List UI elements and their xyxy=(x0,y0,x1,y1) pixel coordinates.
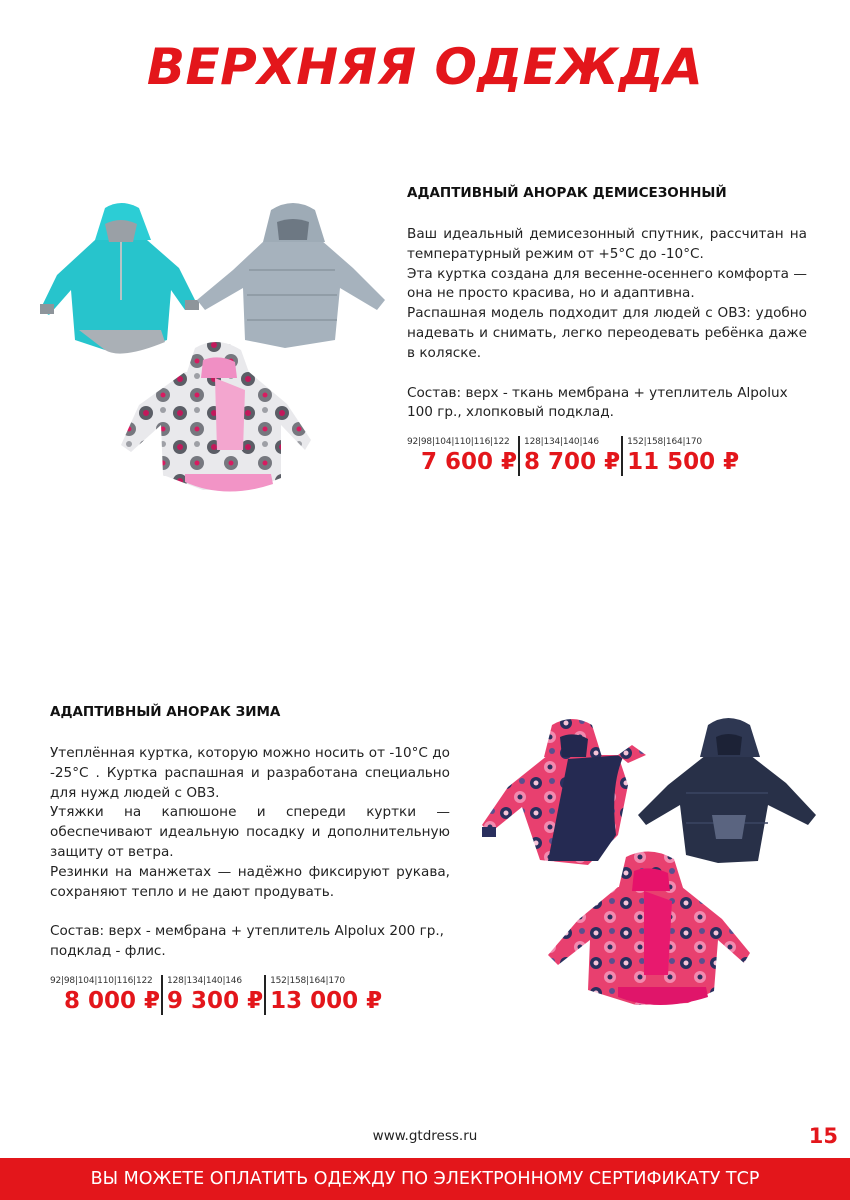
size-range: 152|158|164|170 xyxy=(270,975,345,986)
price-column xyxy=(50,975,160,1015)
price-column xyxy=(518,436,620,476)
description-paragraph: Утяжки на капюшоне и спереди куртки — обеспечивают идеальную посадку и дополнительную защиту от ветра. xyxy=(50,804,450,860)
size-range: 92|98|104|110|116|122 xyxy=(407,437,510,448)
product-2-images xyxy=(468,715,828,1015)
size-range: 92|98|104|110|116|122 xyxy=(50,975,153,986)
navy-jacket-image xyxy=(638,718,816,863)
price-value: 9 300 ₽ xyxy=(167,987,264,1014)
price-table xyxy=(407,436,807,476)
description-paragraph: Резинки на манжетах — надёжно фиксируют рукава, сохраняют тепло и не дают продувать. xyxy=(50,863,450,900)
site-url: www.gtdress.ru xyxy=(372,1128,478,1144)
page-title: ВЕРХНЯЯ ОДЕЖДА xyxy=(146,38,704,96)
price-value: 7 600 ₽ xyxy=(421,449,518,476)
price-column xyxy=(161,975,263,1015)
description-paragraph: Утеплённая куртка, которую можно носить от -10°С до -25°С . Куртка распашная и разработана специально для нужд людей с ОВЗ. xyxy=(50,745,450,801)
product-1-images xyxy=(35,200,395,500)
pink-open-jacket-image xyxy=(482,719,646,865)
product-description xyxy=(407,225,807,364)
product-composition: Состав: верх - мембрана + утеплитель Alpolux 200 гр., подклад - флис. xyxy=(50,923,445,960)
price-value: 8 700 ₽ xyxy=(524,449,621,476)
product-description xyxy=(50,744,450,902)
price-table xyxy=(50,975,450,1015)
product-composition: Состав: верх - ткань мембрана + утеплитель Alpolux 100 гр., хлопковый подклад. xyxy=(407,384,788,421)
price-column xyxy=(621,436,739,476)
page-number: 15 xyxy=(808,1124,838,1148)
size-range: 152|158|164|170 xyxy=(627,437,702,448)
pink-winter-jacket-image xyxy=(548,851,750,1005)
product-card-demiseason xyxy=(407,185,807,476)
price-value: 8 000 ₽ xyxy=(64,987,161,1014)
product-title: АДАПТИВНЫЙ АНОРАК ЗИМА xyxy=(50,704,281,720)
grey-jacket-image xyxy=(197,203,385,348)
price-value: 13 000 ₽ xyxy=(270,987,383,1014)
description-paragraph: Распашная модель подходит для людей с ОВЗ: удобно надевать и снимать, легко переодевать ребёнка даже в коляске. xyxy=(407,305,807,361)
size-range: 128|134|140|146 xyxy=(524,437,599,448)
price-column xyxy=(407,436,517,476)
description-paragraph: Ваш идеальный демисезонный спутник, рассчитан на температурный режим от +5°С до -10°С. xyxy=(407,226,807,262)
price-value: 11 500 ₽ xyxy=(627,449,740,476)
price-column xyxy=(264,975,382,1015)
floral-jacket-image xyxy=(121,342,311,492)
payment-banner: ВЫ МОЖЕТЕ ОПЛАТИТЬ ОДЕЖДУ ПО ЭЛЕКТРОННОМУ СЕРТИФИКАТУ ТСР xyxy=(0,1158,850,1200)
size-range: 128|134|140|146 xyxy=(167,975,242,986)
product-card-winter xyxy=(50,704,450,1015)
product-title: АДАПТИВНЫЙ АНОРАК ДЕМИСЕЗОННЫЙ xyxy=(407,185,727,201)
description-paragraph: Эта куртка создана для весенне-осеннего комфорта — она не просто красива, но и адаптивна. xyxy=(407,265,807,302)
turquoise-jacket-image xyxy=(40,203,199,354)
